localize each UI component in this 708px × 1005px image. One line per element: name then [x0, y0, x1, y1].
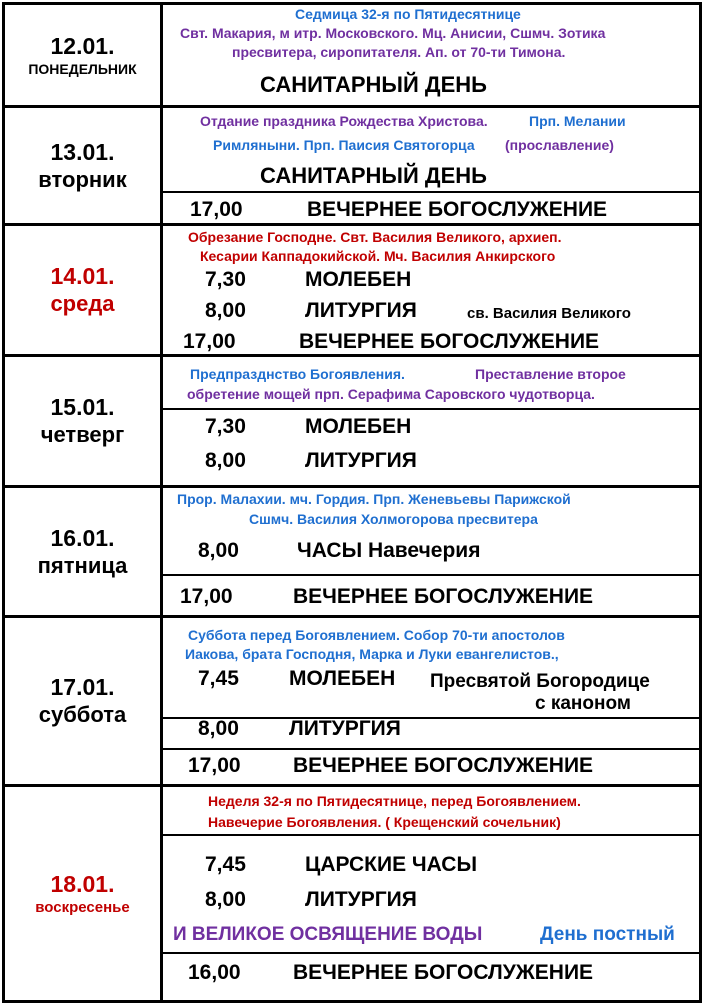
date-label: 15.01. [50, 394, 115, 420]
date-cell [5, 226, 163, 354]
saints-line: Свт. Макария, м итр. Московского. Мц. Анисии, Сшмч. Зотика [180, 25, 606, 41]
saints-line: Предпразднство Богоявления. [190, 366, 405, 382]
row-divider [163, 191, 699, 193]
saints-line: Прп. Мелании [529, 113, 626, 129]
service-name: ВЕЧЕРНЕЕ БОГОСЛУЖЕНИЕ [293, 754, 594, 777]
service-time: 8,00 [205, 449, 246, 472]
date-label: 12.01. [50, 33, 115, 59]
day-row-16-01 [2, 485, 702, 618]
saints-line: Суббота перед Богоявлением. Собор 70-ти апостолов [188, 627, 565, 643]
service-time: 8,00 [205, 299, 246, 322]
service-name: ЛИТУРГИЯ [289, 717, 401, 740]
row-divider [163, 574, 699, 576]
saints-line: Сшмч. Василия Холмогорова пресвитера [249, 511, 538, 527]
row-divider [163, 834, 699, 836]
service-time: 7,45 [198, 667, 239, 690]
weekday-label: пятница [37, 552, 128, 578]
service-name: ВЕЧЕРНЕЕ БОГОСЛУЖЕНИЕ [293, 961, 594, 984]
day-row-12-01 [2, 2, 702, 108]
day-row-15-01 [2, 354, 702, 488]
row-divider [163, 717, 699, 719]
day-row-17-01 [2, 615, 702, 787]
date-cell [5, 787, 163, 1000]
weekday-label: среда [50, 291, 115, 316]
service-extra: Пресвятой Богородице [430, 671, 650, 692]
date-cell [5, 108, 163, 223]
row-divider [163, 748, 699, 750]
saints-line: обретение мощей прп. Серафима Саровского чудотворца. [187, 386, 595, 402]
weekday-label: вторник [38, 166, 127, 192]
service-name: ВЕЧЕРНЕЕ БОГОСЛУЖЕНИЕ [307, 198, 608, 221]
service-name: ВЕЧЕРНЕЕ БОГОСЛУЖЕНИЕ [293, 585, 594, 608]
date-label: 18.01. [50, 870, 115, 897]
saints-line: Преставление второе [475, 366, 626, 382]
water-blessing-note: И ВЕЛИКОЕ ОСВЯЩЕНИЕ ВОДЫ [173, 924, 483, 945]
saints-line: пресвитера, сиропитателя. Ап. от 70-ти Тимона. [232, 44, 566, 60]
service-extra: св. Василия Великого [467, 305, 631, 322]
day-row-13-01 [2, 105, 702, 226]
sanitary-day-note: САНИТАРНЫЙ ДЕНЬ [260, 163, 487, 188]
service-time: 16,00 [188, 961, 241, 984]
saints-line: Кесарии Каппадокийской. Мч. Василия Анкирского [200, 248, 556, 264]
service-time: 17,00 [183, 330, 236, 353]
date-cell [5, 618, 163, 784]
service-time: 8,00 [205, 888, 246, 911]
day-row-18-01 [2, 784, 702, 1003]
date-cell [5, 488, 163, 615]
service-time: 7,45 [205, 853, 246, 876]
service-name: МОЛЕБЕН [305, 268, 412, 291]
saints-line: Навечерие Богоявления. ( Крещенский сочельник) [208, 814, 561, 830]
service-time: 17,00 [190, 198, 243, 221]
weekday-label: ПОНЕДЕЛЬНИК [28, 61, 137, 77]
saints-line: Римляныни. Прп. Паисия Святогорца [213, 137, 475, 153]
fast-day-note: День постный [540, 924, 675, 945]
row-divider [163, 952, 699, 954]
date-label: 16.01. [50, 524, 115, 551]
service-time: 8,00 [198, 717, 239, 740]
service-time: 7,30 [205, 268, 246, 291]
service-name: ЛИТУРГИЯ [305, 449, 417, 472]
saints-line: Седмица 32-я по Пятидесятнице [295, 6, 521, 22]
saints-line: Обрезание Господне. Свт. Василия Великого, архиеп. [188, 229, 562, 245]
date-label: 14.01. [50, 263, 115, 289]
weekday-label: суббота [38, 702, 127, 727]
saints-line: Иакова, брата Господня, Марка и Луки евангелистов., [185, 646, 559, 662]
date-label: 17.01. [50, 674, 115, 700]
sanitary-day-note: САНИТАРНЫЙ ДЕНЬ [260, 72, 487, 97]
service-name: ЦАРСКИЕ ЧАСЫ [305, 853, 478, 876]
service-extra: с каноном [535, 693, 631, 714]
saints-line: Прор. Малахии. мч. Гордия. Прп. Женевьевы Парижской [177, 491, 571, 507]
service-time: 17,00 [180, 585, 233, 608]
service-name: ЛИТУРГИЯ [305, 888, 417, 911]
service-name: ЧАСЫ Навечерия [297, 539, 481, 562]
date-label: 13.01. [50, 138, 115, 165]
row-divider [163, 408, 699, 410]
service-time: 17,00 [188, 754, 241, 777]
date-cell [5, 357, 163, 485]
saints-line: (прославление) [505, 137, 614, 153]
day-row-14-01 [2, 223, 702, 357]
service-time: 8,00 [198, 539, 239, 562]
weekday-label: четверг [40, 422, 125, 447]
service-name: ВЕЧЕРНЕЕ БОГОСЛУЖЕНИЕ [299, 330, 600, 353]
saints-line: Отдание праздника Рождества Христова. [200, 113, 488, 129]
service-name: МОЛЕБЕН [289, 667, 396, 690]
saints-line: Неделя 32-я по Пятидесятнице, перед Богоявлением. [208, 793, 581, 809]
service-name: МОЛЕБЕН [305, 415, 412, 438]
date-cell [5, 5, 163, 105]
service-time: 7,30 [205, 415, 246, 438]
service-name: ЛИТУРГИЯ [305, 299, 417, 322]
weekday-label: воскресенье [35, 898, 130, 916]
